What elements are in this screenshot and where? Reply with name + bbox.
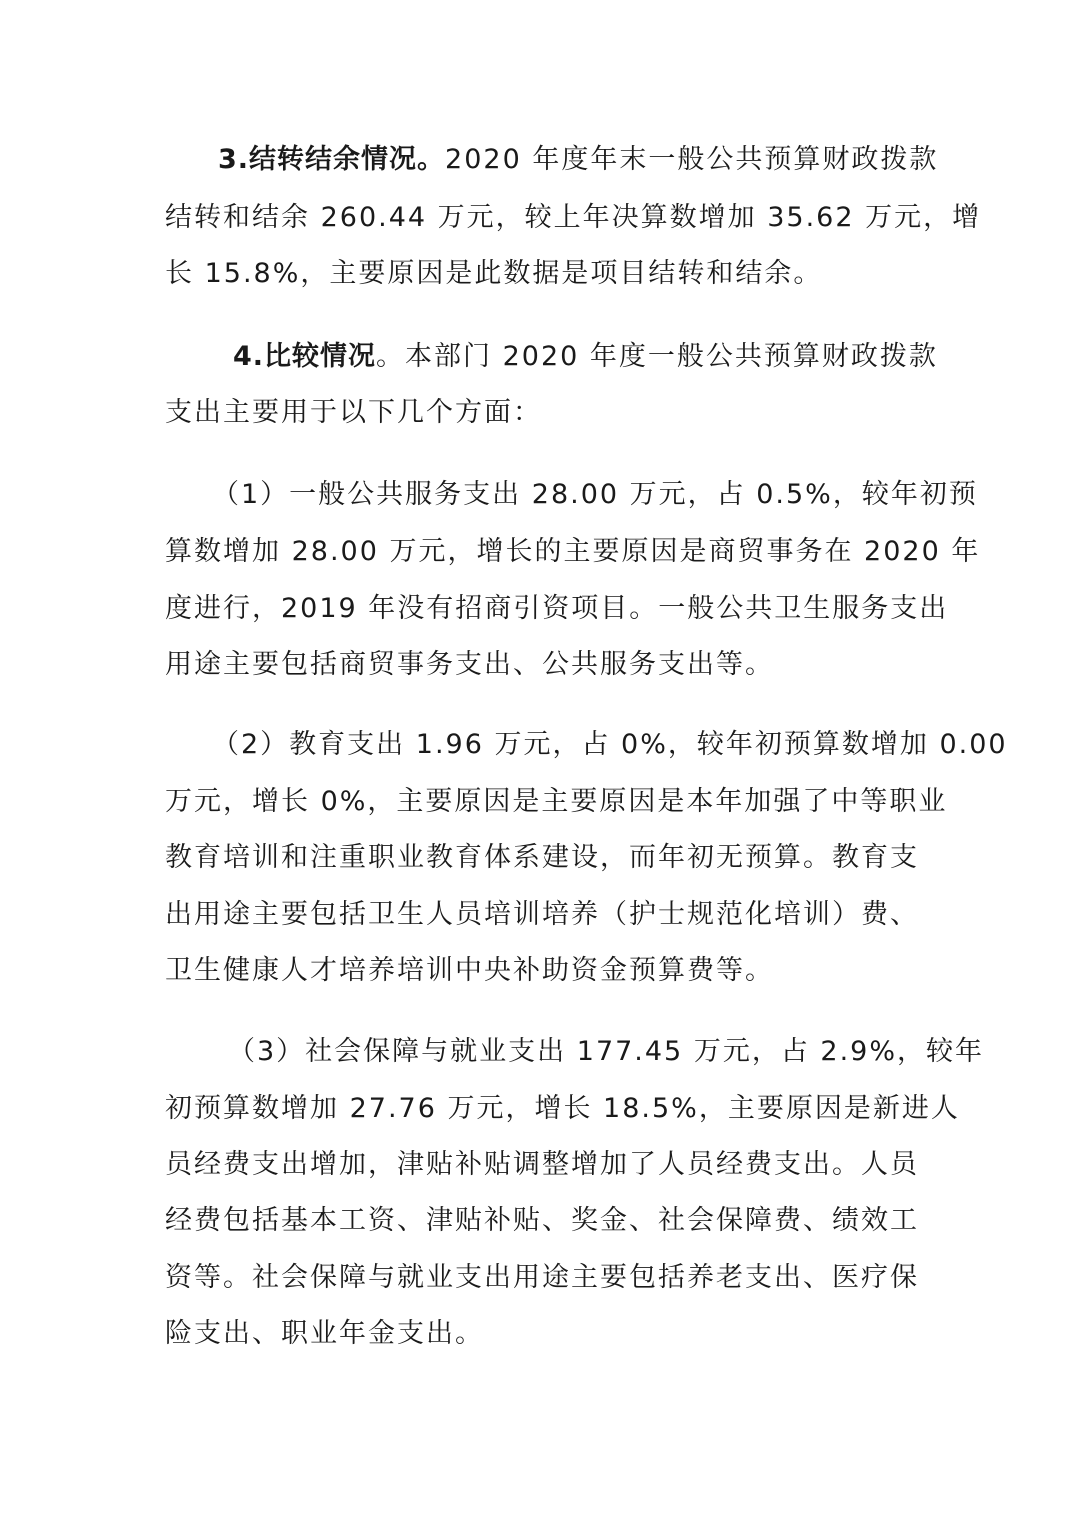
item3-line-3: 员经费支出增加，津贴补贴调整增加了人员经费支出。人员 <box>165 1149 919 1180</box>
item2-line-3: 教育培训和注重职业教育体系建设，而年初无预算。教育支 <box>165 842 919 873</box>
item3-line-1: （3）社会保障与就业支出 177.45 万元，占 2.9%，较年 <box>228 1036 984 1067</box>
item2-line-5: 卫生健康人才培养培训中央补助资金预算费等。 <box>165 955 774 986</box>
item3-line-6: 险支出、职业年金支出。 <box>165 1318 484 1349</box>
item3-line-5: 资等。社会保障与就业支出用途主要包括养老支出、医疗保 <box>165 1262 919 1293</box>
item1-line-1: （1）一般公共服务支出 28.00 万元，占 0.5%，较年初预 <box>212 479 978 510</box>
comparison-line-2: 支出主要用于以下几个方面： <box>165 397 542 428</box>
item3-line-4: 经费包括基本工资、津贴补贴、奖金、社会保障费、绩效工 <box>165 1205 919 1236</box>
item3-line-2: 初预算数增加 27.76 万元，增长 18.5%，主要原因是新进人 <box>165 1093 960 1124</box>
item1-line-4: 用途主要包括商贸事务支出、公共服务支出等。 <box>165 649 774 680</box>
item2-line-1: （2）教育支出 1.96 万元，占 0%，较年初预算数增加 0.00 <box>212 729 1008 760</box>
item2-line-4: 出用途主要包括卫生人员培训培养（护士规范化培训）费、 <box>165 899 919 930</box>
comparison-text: 。本部门 2020 年度一般公共预算财政拨款 <box>376 341 938 372</box>
item2-line-2: 万元，增长 0%，主要原因是主要原因是本年加强了中等职业 <box>165 786 948 817</box>
item1-line-2: 算数增加 28.00 万元，增长的主要原因是商贸事务在 2020 年 <box>165 536 981 567</box>
comparison-line-1 <box>233 340 938 374</box>
carryover-line-3: 长 15.8%，主要原因是此数据是项目结转和结余。 <box>165 258 823 289</box>
carryover-heading: 3.结转结余情况。 <box>218 144 446 175</box>
carryover-text: 2020 年度年末一般公共预算财政拨款 <box>445 144 939 175</box>
carryover-line-2: 结转和结余 260.44 万元，较上年决算数增加 35.62 万元，增 <box>165 202 982 233</box>
item1-line-3: 度进行，2019 年没有招商引资项目。一般公共卫生服务支出 <box>165 593 949 624</box>
comparison-heading: 4.比较情况 <box>233 341 377 372</box>
carryover-line-1 <box>218 143 938 177</box>
